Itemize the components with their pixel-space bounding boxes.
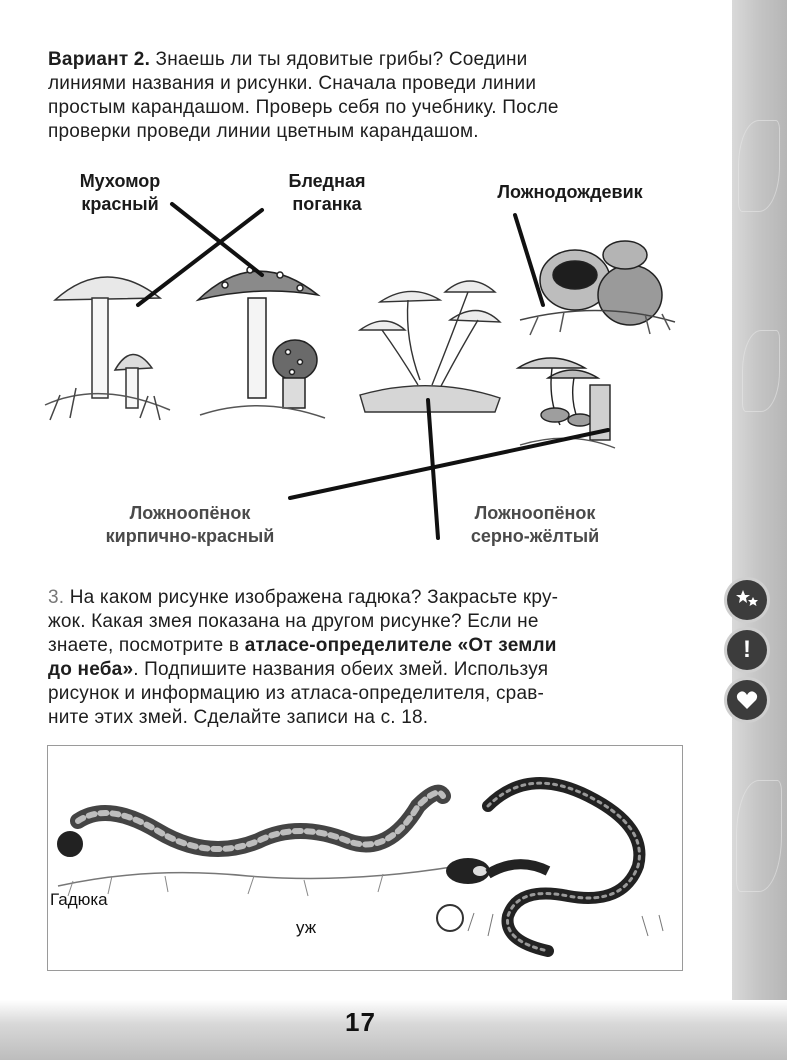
pale-toadstool-drawing	[45, 277, 170, 420]
task2-line4: проверки проведи линии цветным карандашом.	[48, 121, 479, 142]
task3-line1: 3. На каком рисунке изображена гадюка? Закрасьте кру-	[48, 587, 559, 608]
task2-line2: линиями названия и рисунки. Сначала проведи линии	[48, 73, 537, 94]
label-lozhnodozhdevik: Ложнодождевик	[497, 182, 643, 202]
task3-line4: до неба». Подпишите названия обеих змей. Используя	[48, 659, 549, 680]
bottom-decoration-strip	[0, 1000, 787, 1060]
caption-viper: Гадюка	[50, 890, 108, 909]
task3-line6: ните этих змей. Сделайте записи на с. 18.	[48, 707, 429, 728]
task3-line3: знаете, посмотрите в атласе-определителе «От земли	[48, 635, 557, 656]
task2-line3: простым карандашом. Проверь себя по учебнику. После	[48, 97, 559, 118]
label-opyonok-serno: Ложноопёнок серно-жёлтый	[470, 503, 600, 546]
label-muhomor: Мухомор красный	[79, 171, 161, 214]
sulphur-tuft-drawing	[360, 281, 500, 412]
snake-drawings	[48, 746, 682, 970]
snake-illustration-box	[47, 745, 683, 971]
brick-tuft-drawing	[518, 358, 615, 448]
heart-icon[interactable]	[727, 680, 767, 720]
stars-icon[interactable]	[727, 580, 767, 620]
page-number: 17	[345, 1007, 376, 1037]
exclamation-icon[interactable]: !	[727, 630, 767, 670]
grass-snake-answer-circle[interactable]	[436, 904, 464, 932]
heart-icon-glyph	[735, 688, 759, 712]
viper-drawing	[58, 793, 458, 896]
answer-lines	[138, 204, 608, 538]
task2-line1: Вариант 2. Знаешь ли ты ядовитые грибы? Соедини	[48, 49, 528, 70]
variant-label: Вариант 2.	[48, 49, 151, 70]
task3-line5: рисунок и информацию из атласа-определителя, срав-	[48, 683, 545, 704]
grass-snake-drawing	[446, 783, 663, 951]
earthball-drawing	[520, 241, 675, 335]
task3-line2: жок. Какая змея показана на другом рисунке? Если не	[48, 611, 539, 632]
fly-agaric-drawing	[198, 267, 325, 418]
label-poganka: Бледная поганка	[288, 171, 366, 214]
task3-number: 3.	[48, 587, 65, 608]
caption-grass-snake: уж	[296, 918, 317, 937]
viper-answer-circle	[58, 832, 82, 856]
stars-icon-glyph	[734, 587, 760, 613]
label-opyonok-kirpich: Ложноопёнок кирпично-красный	[105, 503, 275, 546]
